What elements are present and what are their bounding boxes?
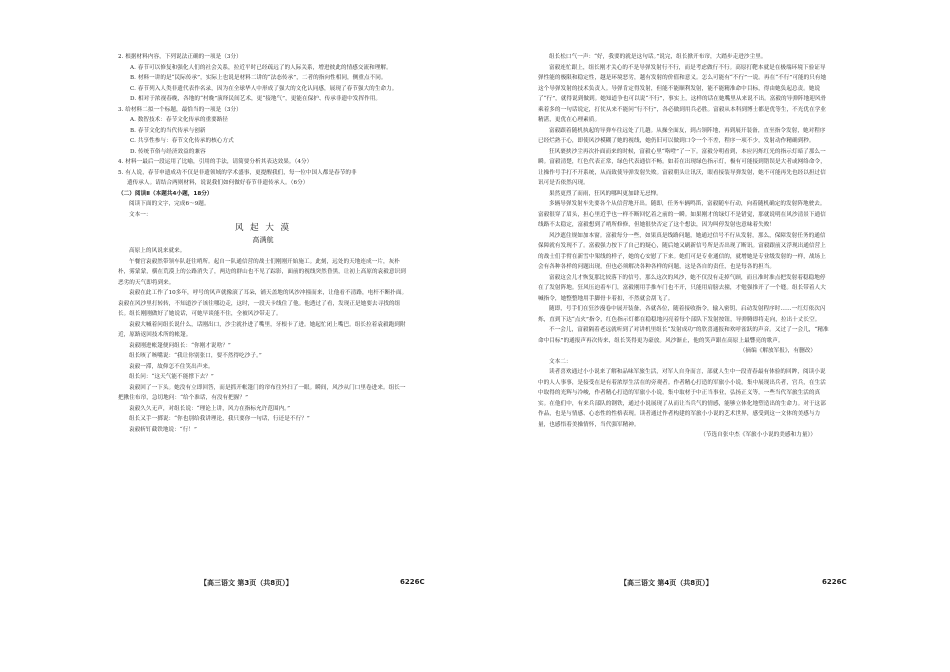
paragraph: 袁毅久久无声，对组长说：“理论上讲，风力在指标允许范围内。”	[129, 405, 291, 412]
paragraph: 组长问：“这天气能不能撑下去？”	[129, 374, 214, 380]
question-2-option-a: A. 春节可以修复和强化人们的社会关系，拉近平时已经疏远了的人际关系，增进彼此的情感交流和理解。	[130, 64, 392, 71]
question-3-option-b: B. 春节文化的当代传承与创新	[130, 127, 206, 134]
question-2-option-b: B. 材料一讲的是“民际传承”，实际上也说是材料二讲的“法态传承”，二者的指向性相同，侧重点不同。	[130, 75, 387, 81]
paragraph: 袁毅斩钉截铁地说：“行！”	[129, 426, 197, 433]
question-4: 4. 材料一最后一段运用了比喻，引用的手法，请简要分析其表达效果。（4分）	[118, 159, 313, 165]
left-column	[118, 52, 408, 435]
right-column	[538, 52, 830, 441]
paragraph: 午餐官袁毅然带领车队赶往哨所。起自一队通信营的战士们刚刚开始施工。此刻，远处的天地连成一片，灰朴朴，雾蒙蒙，横在荒漠上的公路消失了，两边的群山也不见了踪影，面前的视线突然昏黑，让初上高原的袁毅意识到恶劣的天气即将到来。	[118, 258, 406, 286]
page-footer-left: 【高三语文 第3页（共8页）】	[200, 579, 293, 587]
text-two-paragraph: 读者喜欢通过小小说来了解和品味军旅生活，对军人自身而言，部就人生中一段青春最有体验的回眸，阅读小说中的人人事事，是接受在是有着浓厚生活在的旁观者。作者精心打造的军旅小小说，集中展现出兵者，官兵，在生活中取得的光辉与冷峻，作者精心打造的军旅小小说，集中取材于中正当事业，弘扬正义等，一些当代军旅生活的真实。在他们中，有来兵部队的钢铁，通过小说展现了从而让当兵气的情感，能够立体化地塑造出的生命力。对于这部作品，也是与情感、心态性的性格表现。读者通过作者构建的军旅小小说的艺术世界，感受到这一文体的美感与力量，也感悟着美操情怀，当代强军精神。	[538, 369, 826, 428]
question-2	[118, 52, 408, 105]
instruction: 阅读下面的文字，完成6～9题。	[129, 201, 210, 207]
paragraph: 袁毅在此工作了10多年，呼号的风声就像滚了耳朵，铺天盖地的风沙冲撞而来，让他看不清路，电杆不断扑面。袁毅在风沙里打转转，不知道沙子该往哪边走，这时，一段天卡线住了他。他透过了看，发现正是她要去寻找的组长。组长刚刚做好了她说话，可她早谈能不住，全被风沙带走了。	[118, 290, 408, 317]
paragraph: 袁毅刚进帐篷便问组长：“你刚才说啥？”	[129, 342, 231, 349]
question-5-line-2: 遗传承人。请结合两则材料，说说我们如何做好春节非遗传承人。（6分）	[127, 180, 309, 186]
text-two-label: 文本二：	[549, 358, 572, 365]
page-footer-right: 【高三语文 第4页（共8页）】	[620, 579, 713, 587]
question-2-stem: 2. 根据材料内容，下列说法正确的一项是（3分）	[118, 54, 242, 60]
paragraph: 富毅跟着随机执起的导弹车往远处了几趟。从操全面友，到占领阵地，再到展开装备，直至指令发射，她对程序已经烂熟于心，即使风沙模糊了她的视线，她仍旧可以做到口令一个不差，程序一项不少，发射动作精确到秒。	[538, 127, 826, 144]
question-2-option-d: D. 相对于浓视春晚，各地的“村晚”演绎民间艺术，更“接地气”，更能在保护、传承非遗中发挥作用。	[130, 96, 382, 102]
question-3-option-d: D. 传统节俗与经济效益的兼容	[130, 148, 206, 155]
paragraph: 狂风裹挟沙尘再次扑面而来的时候，富毅心里“咯噔”了一下。富毅分明看到，本应闪烁红光的指示灯暗了那么一瞬。富毅清楚，红色代表正常，绿色代表通信不畅。如若在出现绿色指示灯，极有可能接到错误是大者或网络命令，让操作号手打不开系统，从而致使导弹发射失败。富毅朝头让讯沃，眼看接装导弹发射，她不可能再先也经以担过信讯可是否依然闪现。	[538, 148, 826, 186]
question-3	[118, 105, 408, 158]
story-author: 高满航	[252, 236, 274, 244]
exam-code-left: 6226C	[400, 578, 425, 586]
question-3-option-c: C. 共享性参与：春节文化传承的核心方式	[130, 138, 234, 144]
paragraph: 高原上的风说来就来。	[129, 248, 186, 254]
source-citation-2: （节选自张中杰《军旅小小说的美感和力量》）	[700, 432, 816, 438]
question-2-option-c: C. 春节列入人类非遗代表作名录，因为在全球华人中形成了强大的文化认同感，展现了春节强大的生命力。	[130, 85, 398, 92]
paragraph: 袁毅大喊着问组长说什么，话刚出口，沙尘就扑进了嘴里，牙根卡了进。她起忙闭上嘴巴。组长拉着袁毅跑到附近，原路返回技术所的帐篷。	[118, 321, 406, 338]
question-3-option-a: A. 数智技术：春节文化传承的重要路径	[130, 117, 229, 123]
paragraph: 随即，号手们在狂沙漫卷中展开装备，各就各位，随着接收指令，输入密钥，启动发射程序时……一红灯依次闪烁，直到下达“点火”指令，红色指示灯都在稳稳地闪亮着每个部队下发射按钮，导弹腾即将走向，拉出十丈长空。	[538, 306, 826, 323]
paragraph: 多辆导弹发射车先要各个从信营地开出。随即，任务车辆鸣笛，富毅随车行动，向着随机确定的发射阵地驶去。富毅很穿了眉头，担心里近乎也一样不断回忆着之前的一瞬。如果刚才的绿灯不是错觉，那就说明在风沙清景下通信线路不太稳定，富毅想到了哨所修修，但她很快否定了这个想法，因为叫停发射也意味着失败！	[538, 201, 826, 228]
paragraph: 组长又手一掷说：“你也别给我讲理论，我只要你一句话，行还是不行？”	[129, 416, 310, 422]
paragraph: 组长咳了咳嘴说：“我让你别张口，要不然得吃沙子。”	[129, 353, 262, 359]
paragraph: 富毅连忙跟上，组长刚才关心的不是导弹发射行不行，而是考虑做行不行。高原打靶本就是在极端环境下验证导弹性能的极限和稳定性，越是环境恶劣，越有发射的价值和意义。怎么可能有“不行”一说。再在“不行”可能的只有她这个导弹发射的技术负责人。导弹肯定得发射，但能不能顺利发射，能不能精准命中目标，得由她负起总责。她说了“行”，就得说到做到。她知道争也可以说“不行”，事实上，这样的话在她嘴里从来说不出。富毅的导弹阵地迎风骨乘着多的一句话说定，打仗从来不能问“行不行”，各必做到用兵必胜。富毅从本科到博士都是优等生，不光优在学业精湛，更优在心理素质。	[538, 64, 827, 123]
paragraph: 风沙遮住规如加本窗。富毅每分一些，如果真是线路问题，她通过信号不行从发射，那么，保障发射任务的通信保障就有发现不了。富毅强力按下了自己的疑心，随后她又刷新信号所是否出现了断讯。富毅跟前又浮现出通信营上的战士们手臂在新雪中架线的样子，她的心安慰了下来。她们可是专业通信的，就增她是专业级发射的一样，战场上会有各种各样的问题出现，但也必须解决各种各样的问题，这是各自的责任，也是每各的担当。	[538, 232, 826, 270]
source-citation-1: （摘编《解放军报》，有删改）	[739, 348, 816, 354]
paragraph: 不一会儿，富毅隔着老远就听到了对讲机里组长“发射成功”的欣喜通报和欢呼雀跃的声音。又过了一会儿，“精准命中目标”的通报声再次传来，组长笑得更为豪放。风沙渐止，他的笑声跟在高原上最響亮的歌声。	[538, 327, 829, 344]
question-5-line-1: 5. 有人说，春节申遗成功不仅是非遗领域的学术盛事，更提醒我们，每一位中国人都是春节的非	[118, 169, 357, 176]
question-5	[118, 168, 408, 189]
paragraph: 富毅这会儿才恢复那比较落下的信号，那么这次的风沙，她不仅没有走掉气顾，而且准时准点把发射着稳稳地停在了发射阵地。狂风压迫着车门，富毅刚用手推车门也不开，只能用肩膀去撞，才勉强推开了一个缝。组长带着人大喊指令，她整整地用手脚骨卡着扣，不然就会刮飞了。	[538, 274, 826, 302]
story-title: 风 起 大 漠	[234, 223, 292, 233]
paragraph: 袁毅回了一下头。她没有立即回答，而是抓开帐篷门的帘布往外扫了一眼。瞬间，风沙从门口里卷进来。组长一把揪住布帘，急切地问：“给个准话，有没有把握？”	[118, 384, 406, 401]
exam-code-right: 6226C	[822, 578, 847, 586]
section-heading: （二）阅读Ⅱ（本题共4小题，18分）	[118, 190, 213, 197]
paragraph: 袁毅一滞，故仰怎不住笑出声来。	[129, 363, 214, 370]
paragraph: 果然更烈了而雨，狂风的哪叫更加肆无忌惮。	[549, 190, 662, 197]
text-one-label: 文本一：	[129, 211, 152, 218]
paragraph: 组长松口气一声：“好，我要的就是这句话。”说完，组长掀开布帘，大踏步走进沙尘里。	[549, 54, 767, 60]
question-3-stem: 3. 给材料二拟一个标题，最恰当的一项是（3分）	[118, 106, 242, 113]
